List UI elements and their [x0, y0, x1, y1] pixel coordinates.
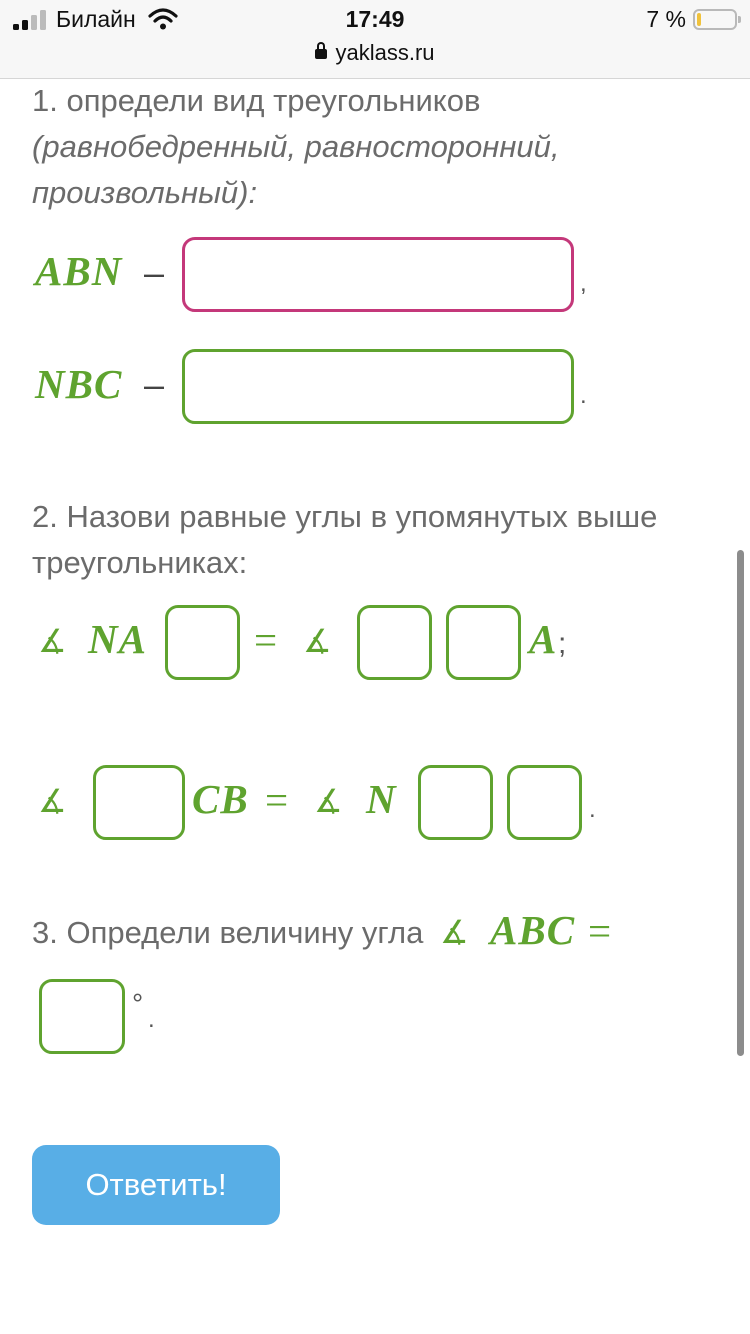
task2-line1: 2. Назови равные углы в упомянутых выше [32, 499, 658, 534]
triangle-nbc-input[interactable] [182, 349, 574, 424]
angle2-second-input[interactable] [446, 605, 521, 680]
task1-line2: (равнобедренный, равносторонний, [32, 129, 560, 164]
scrollbar[interactable] [737, 550, 744, 1056]
equals-sign: = [588, 908, 612, 954]
angle-icon: ∡ [440, 913, 469, 951]
angle-icon: ∡ [38, 782, 67, 820]
period: . [580, 382, 587, 409]
angle-a-text: A [529, 616, 558, 662]
angle-abc-text: ABC [490, 907, 576, 953]
angle4-first-input[interactable] [418, 765, 493, 840]
angle3-first-input[interactable] [93, 765, 185, 840]
period: . [148, 1006, 155, 1033]
battery-percent: 7 % [646, 6, 686, 32]
status-bar [0, 0, 750, 79]
clock: 17:49 [345, 6, 405, 32]
period: . [589, 796, 596, 823]
angle2-first-input[interactable] [357, 605, 432, 680]
task2-line2: треугольниках: [32, 545, 248, 580]
triangle-abn-input[interactable] [182, 237, 574, 312]
lock-icon [315, 49, 327, 59]
equals-sign: = [254, 617, 278, 663]
angle1-vertex-input[interactable] [165, 605, 240, 680]
angle-icon: ∡ [38, 622, 67, 660]
angle-abc-degrees-input[interactable] [39, 979, 125, 1054]
address-bar[interactable] [0, 40, 750, 66]
task1-line1: 1. определи вид треугольников [32, 83, 481, 118]
url-text: yaklass.ru [335, 40, 435, 65]
angle-icon: ∡ [314, 782, 343, 820]
equals-sign: = [265, 777, 289, 823]
dash: – [144, 364, 165, 405]
dash: – [144, 252, 165, 293]
angle-icon: ∡ [303, 622, 332, 660]
angle4-second-input[interactable] [507, 765, 582, 840]
battery-icon [693, 9, 737, 30]
angle-n-text: N [366, 776, 397, 822]
task1-line3: произвольный): [32, 175, 258, 210]
angle-cb-text: CB [192, 776, 249, 822]
semicolon: ; [558, 627, 567, 660]
angle-na-text: NA [88, 616, 147, 662]
degree-sign: ° [132, 988, 144, 1019]
carrier-name: Билайн [56, 6, 136, 32]
comma: , [580, 270, 587, 297]
triangle-abn-label: ABN [35, 248, 123, 294]
task3-label: 3. Определи величину угла [32, 915, 424, 950]
triangle-nbc-label: NBC [35, 361, 123, 407]
submit-button[interactable]: Ответить! [32, 1145, 280, 1225]
